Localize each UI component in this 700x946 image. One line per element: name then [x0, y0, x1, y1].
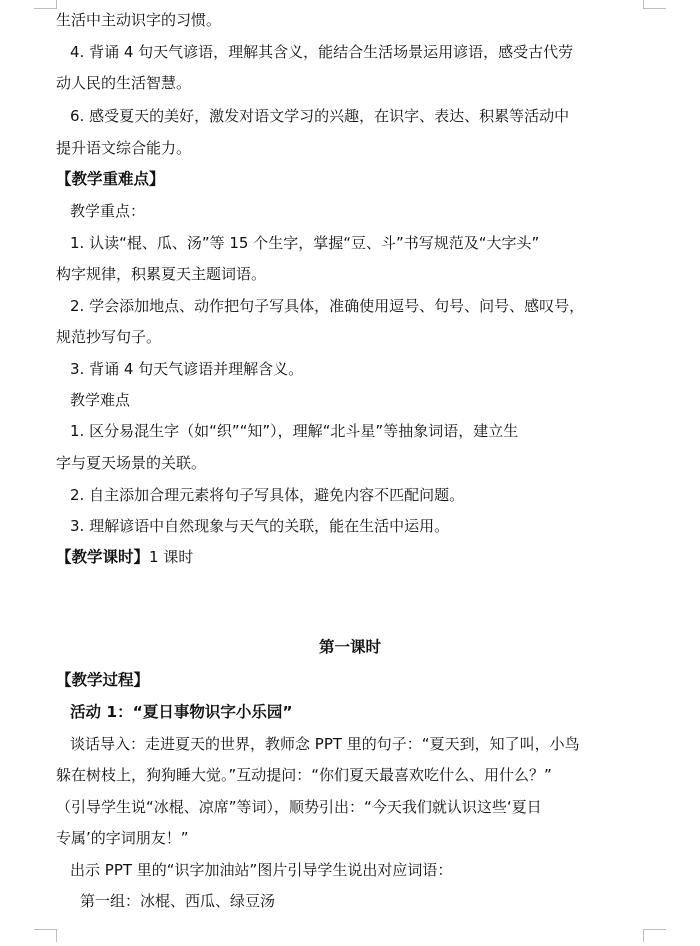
objective-6-line-2: 提升语文综合能力。	[56, 139, 192, 157]
objective-6-line-1: 6. 感受夏天的美好，激发对语文学习的兴趣，在识字、表达、积累等活动中	[70, 107, 570, 125]
page-corner-mark	[643, 929, 666, 942]
page-corner-mark	[34, 929, 57, 942]
word-group-1: 第一组：冰棍、西瓜、绿豆汤	[80, 892, 276, 910]
paragraph-line: 生活中主动识字的习惯。	[56, 11, 222, 29]
key-point-1-line-2: 构字规律，积累夏天主题词语。	[56, 265, 267, 283]
intro-line-4: 专属’的字词朋友！”	[56, 829, 189, 847]
activity-1-title: 活动 1：“夏日事物识字小乐园”	[70, 703, 293, 721]
difficulty-1-line-2: 字与夏天场景的关联。	[56, 454, 207, 472]
page-corner-mark	[34, 0, 57, 9]
key-point-2-line-2: 规范抄写句子。	[56, 328, 162, 346]
key-point-2-line-1: 2. 学会添加地点、动作把句子写具体，准确使用逗号、句号、问号、感叹号，	[70, 297, 585, 315]
intro-line-2: 躲在树枝上，狗狗睡大觉。”互动提问：“你们夏天最喜欢吃什么、用什么？”	[56, 766, 552, 784]
key-point-3: 3. 背诵 4 句天气谚语并理解含义。	[70, 360, 304, 378]
intro-line-3: （引导学生说“冰棍、凉席”等词），顺势引出：“今天我们就认识这些‘夏日	[56, 798, 542, 816]
intro-line-1: 谈话导入：走进夏天的世界，教师念 PPT 里的句子：“夏天到，知了叫，小鸟	[70, 735, 580, 753]
section-heading-class-hours: 【教学课时】	[56, 548, 150, 566]
class-hours-row	[56, 547, 193, 567]
key-point-1-line-1: 1. 认读“棍、瓜、汤”等 15 个生字，掌握“豆、斗”书写规范及“大字头”	[70, 234, 540, 252]
subheading-difficulties: 教学难点	[70, 391, 131, 409]
ppt-instruction: 出示 PPT 里的“识字加油站”图片引导学生说出对应词语：	[70, 861, 453, 879]
objective-4-line-1: 4. 背诵 4 句天气谚语，理解其含义，能结合生活场景运用谚语，感受古代劳	[70, 43, 574, 61]
subheading-key-points: 教学重点：	[70, 202, 146, 220]
difficulty-3: 3. 理解谚语中自然现象与天气的关联，能在生活中运用。	[70, 517, 450, 535]
page-corner-mark	[643, 0, 666, 9]
class-hours-value: 1 课时	[149, 548, 194, 566]
difficulty-2: 2. 自主添加合理元素将句子写具体，避免内容不匹配问题。	[70, 486, 465, 504]
lesson-title: 第一课时	[318, 638, 381, 656]
difficulty-1-line-1: 1. 区分易混生字（如“织”“知”），理解“北斗星”等抽象词语，建立生	[70, 422, 519, 440]
section-heading-key-points: 【教学重难点】	[56, 170, 165, 188]
objective-4-line-2: 动人民的生活智慧。	[56, 74, 192, 92]
section-heading-process: 【教学过程】	[56, 671, 150, 689]
